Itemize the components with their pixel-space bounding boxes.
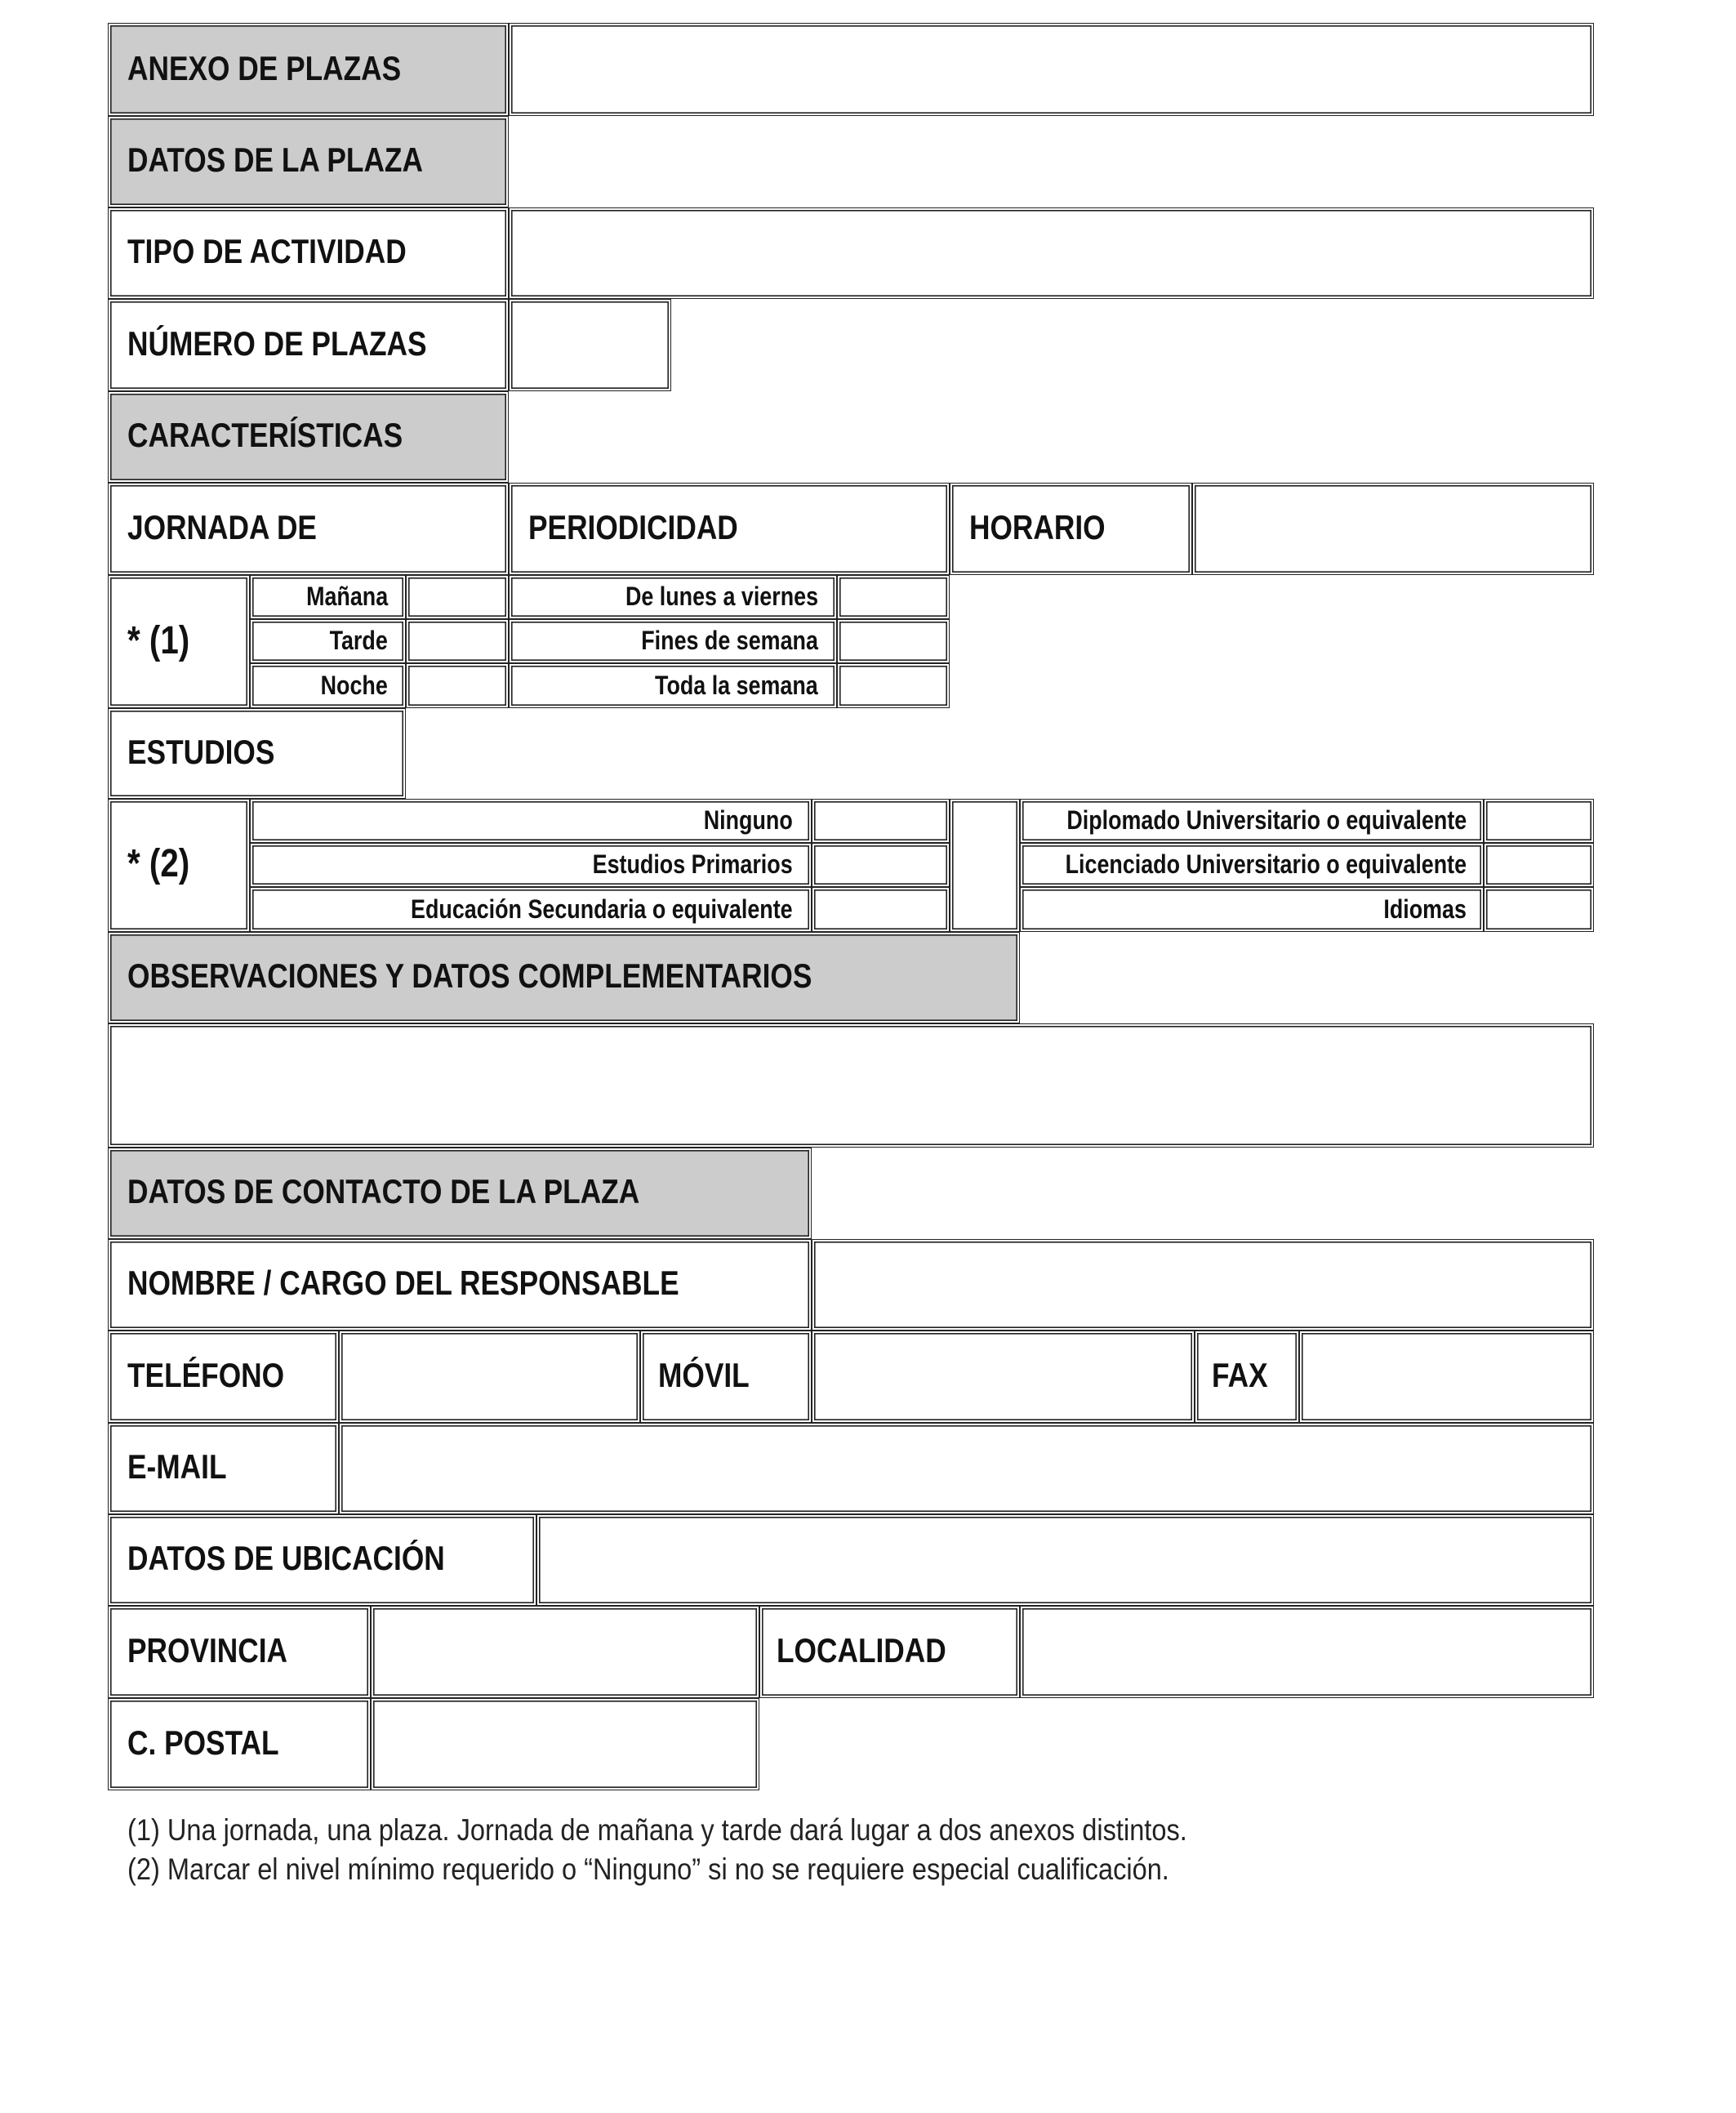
estudios-mark: * (2) — [127, 842, 190, 885]
codigo-postal-field[interactable] — [371, 1698, 759, 1790]
horario-field[interactable] — [1192, 483, 1594, 575]
jornada-mark: * (1) — [127, 619, 190, 662]
datos-de-contacto-label: DATOS DE CONTACTO DE LA PLAZA — [127, 1172, 640, 1210]
estudios-option-label: Estudios Primarios — [593, 849, 793, 879]
email-field[interactable] — [339, 1423, 1594, 1514]
estudios-option-checkbox[interactable] — [1484, 887, 1594, 932]
estudios-option-label: Idiomas — [1383, 894, 1467, 924]
estudios-option-label: Licenciado Universitario o equivalente — [1065, 849, 1467, 879]
periodicidad-option-label: Fines de semana — [641, 626, 818, 655]
caracteristicas-label: CARACTERÍSTICAS — [127, 416, 403, 454]
jornada-option-label: Tarde — [329, 626, 388, 655]
codigo-postal-label: C. POSTAL — [127, 1723, 279, 1762]
anexo-de-plazas-field[interactable] — [509, 23, 1594, 116]
datos-de-ubicacion-field[interactable] — [536, 1514, 1594, 1606]
anexo-de-plazas-label: ANEXO DE PLAZAS — [127, 49, 402, 87]
fax-label: FAX — [1212, 1356, 1268, 1394]
estudios-option-label: Educación Secundaria o equivalente — [411, 894, 793, 924]
jornada-option-checkbox[interactable] — [406, 619, 509, 663]
estudios-option-label: Diplomado Universitario o equivalente — [1066, 805, 1467, 835]
jornada-option-label: Noche — [320, 671, 388, 700]
numero-de-plazas-label: NÚMERO DE PLAZAS — [127, 324, 427, 363]
estudios-spacer-cell — [950, 799, 1020, 932]
periodicidad-option-label: De lunes a viernes — [625, 582, 818, 611]
tipo-de-actividad-label: TIPO DE ACTIVIDAD — [127, 232, 407, 270]
periodicidad-option-checkbox[interactable] — [837, 619, 950, 663]
nombre-cargo-label: NOMBRE / CARGO DEL RESPONSABLE — [127, 1264, 679, 1302]
movil-label: MÓVIL — [658, 1356, 750, 1394]
movil-field[interactable] — [812, 1331, 1195, 1423]
tipo-de-actividad-field[interactable] — [509, 207, 1594, 299]
periodicidad-option-checkbox[interactable] — [837, 663, 950, 708]
estudios-option-label: Ninguno — [704, 805, 793, 835]
nombre-cargo-field[interactable] — [812, 1239, 1594, 1331]
datos-de-ubicacion-label: DATOS DE UBICACIÓN — [127, 1539, 445, 1577]
estudios-option-checkbox[interactable] — [812, 887, 950, 932]
estudios-option-checkbox[interactable] — [1484, 799, 1594, 843]
fax-field[interactable] — [1299, 1331, 1594, 1423]
telefono-label: TELÉFONO — [127, 1356, 285, 1394]
footnote: (1) Una jornada, una plaza. Jornada de mañana y tarde dará lugar a dos anexos distintos. — [127, 1813, 1187, 1847]
provincia-field[interactable] — [371, 1606, 759, 1698]
periodicidad-option-checkbox[interactable] — [837, 575, 950, 619]
estudios-option-checkbox[interactable] — [1484, 843, 1594, 887]
numero-de-plazas-field[interactable] — [509, 299, 671, 391]
provincia-label: PROVINCIA — [127, 1631, 288, 1669]
jornada-option-checkbox[interactable] — [406, 575, 509, 619]
periodicidad-label: PERIODICIDAD — [528, 508, 738, 546]
footnote: (2) Marcar el nivel mínimo requerido o “Ninguno” si no se requiere especial cualificación. — [127, 1852, 1169, 1886]
horario-label: HORARIO — [969, 508, 1106, 546]
estudios-label: ESTUDIOS — [127, 733, 275, 771]
email-label: E-MAIL — [127, 1447, 227, 1486]
jornada-option-checkbox[interactable] — [406, 663, 509, 708]
localidad-field[interactable] — [1020, 1606, 1594, 1698]
localidad-label: LOCALIDAD — [777, 1631, 946, 1669]
datos-de-la-plaza-label: DATOS DE LA PLAZA — [127, 140, 423, 179]
jornada-option-label: Mañana — [305, 582, 388, 611]
estudios-option-checkbox[interactable] — [812, 843, 950, 887]
jornada-de-label: JORNADA DE — [127, 508, 317, 546]
observaciones-label: OBSERVACIONES Y DATOS COMPLEMENTARIOS — [127, 956, 812, 995]
telefono-field[interactable] — [339, 1331, 640, 1423]
estudios-option-checkbox[interactable] — [812, 799, 950, 843]
periodicidad-option-label: Toda la semana — [655, 671, 818, 700]
observaciones-field[interactable] — [108, 1023, 1594, 1148]
